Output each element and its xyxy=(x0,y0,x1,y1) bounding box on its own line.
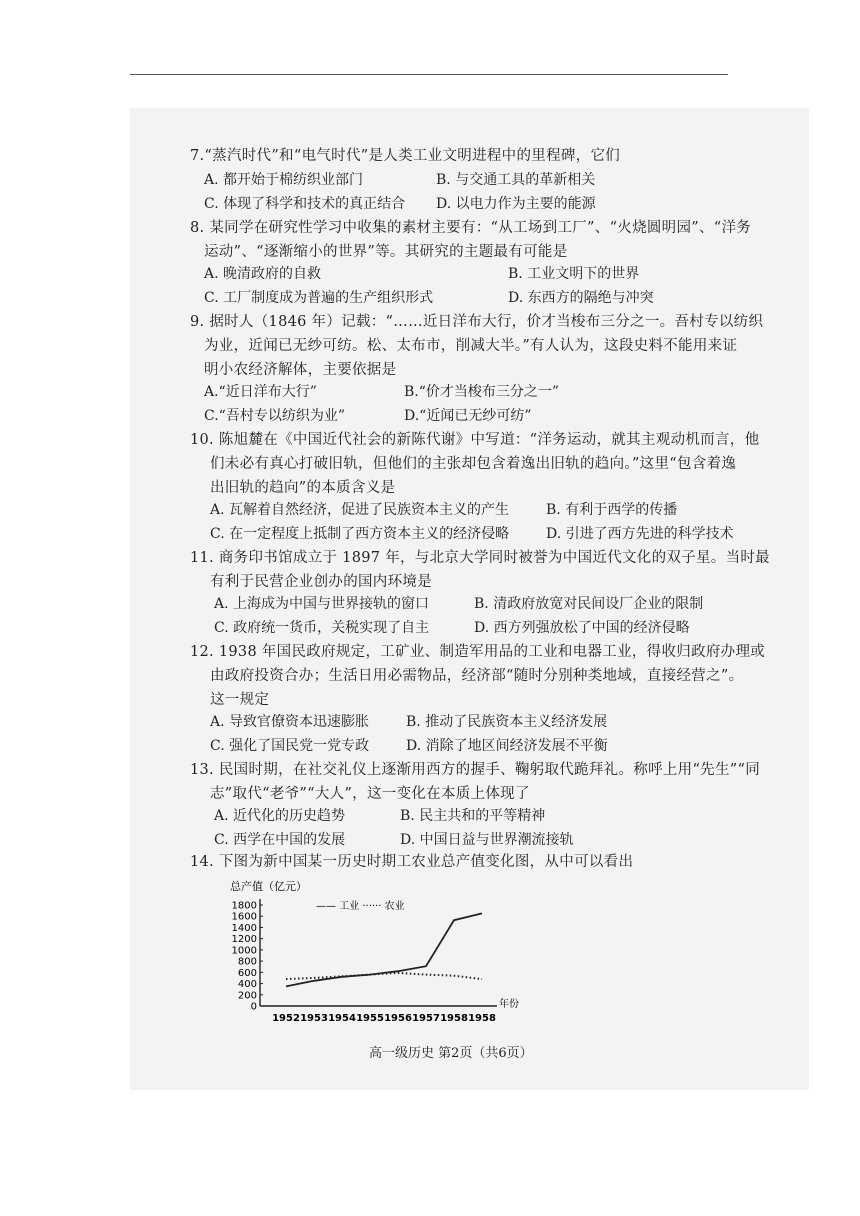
x-tick-label: 1954 xyxy=(328,1013,356,1024)
q13-option-c: C. 西学在中国的发展 xyxy=(214,832,346,848)
q10-option-c: C. 在一定程度上抵制了西方资本主义的经济侵略 xyxy=(210,526,510,542)
q7-option-a: A. 都开始于棉纺织业部门 xyxy=(204,172,364,188)
chart-legend: —— 工业 ······ 农业 xyxy=(316,901,405,912)
q8-option-b: B. 工业文明下的世界 xyxy=(508,266,640,282)
y-tick-label: 1600 xyxy=(231,911,257,923)
q9-line2: 为业，近闻已无纱可纺。松、太布市，削减大半。”有人认为，这段史料不能用来证 xyxy=(204,338,738,354)
q11-option-d: D. 西方列强放松了中国的经济侵略 xyxy=(474,620,690,636)
y-tick-label: 1800 xyxy=(231,900,257,912)
q13-option-a: A. 近代化的历史趋势 xyxy=(214,808,346,824)
q10-option-b: B. 有利于西学的传播 xyxy=(546,502,678,518)
x-tick-label: 1957 xyxy=(412,1013,440,1024)
q9-option-a: A.“近日洋布大行” xyxy=(204,384,317,400)
y-tick-label: 400 xyxy=(237,979,257,991)
q9-option-d: D.“近闻已无纱可纺” xyxy=(404,408,532,424)
q10-line1: 10. 陈旭麓在《中国近代社会的新陈代谢》中写道：“洋务运动，就其主观动机而言，他 xyxy=(190,432,760,448)
q8-option-d: D. 东西方的隔绝与冲突 xyxy=(508,290,654,306)
x-tick-label: 1955 xyxy=(356,1013,384,1024)
q12-option-a: A. 导致官僚资本迅速膨胀 xyxy=(210,714,370,730)
q12-option-d: D. 消除了地区间经济发展不平衡 xyxy=(406,738,608,754)
q9-option-c: C.“吾村专以纺织为业” xyxy=(204,408,345,424)
q7-option-b: B. 与交通工具的革新相关 xyxy=(436,172,596,188)
output-value-chart xyxy=(222,878,522,1026)
y-tick-label: 0 xyxy=(250,1001,257,1013)
x-tick-label: 1956 xyxy=(384,1013,412,1024)
x-tick-label: 1958 xyxy=(468,1013,496,1024)
y-tick-label: 600 xyxy=(237,967,257,979)
q10-option-a: A. 瓦解着自然经济，促进了民族资本主义的产生 xyxy=(210,502,510,518)
q13-option-d: D. 中国日益与世界潮流接轨 xyxy=(400,832,574,848)
y-axis-label: 总产值（亿元） xyxy=(230,880,307,893)
q13-option-b: B. 民主共和的平等精神 xyxy=(400,808,546,824)
x-axis-label: 年份 xyxy=(499,999,519,1010)
header-rule xyxy=(130,74,728,75)
q9-line1: 9. 据时人（1846 年）记载：“……近日洋布大行，价才当梭布三分之一。吾村专以纺织 xyxy=(190,314,764,330)
q12-option-c: C. 强化了国民党一党专政 xyxy=(210,738,370,754)
q7-option-d: D. 以电力作为主要的能源 xyxy=(436,196,596,212)
y-tick-label: 200 xyxy=(237,990,257,1002)
q10-line3: 出旧轨的趋向”的本质含义是 xyxy=(210,480,396,496)
q12-line3: 这一规定 xyxy=(210,692,270,708)
x-tick-label: 1952 xyxy=(272,1013,300,1024)
y-tick-label: 1200 xyxy=(231,934,257,946)
q11-line2: 有利于民营企业创办的国内环境是 xyxy=(210,574,432,590)
q10-option-d: D. 引进了西方先进的科学技术 xyxy=(546,526,734,542)
x-tick-label: 1953 xyxy=(300,1013,328,1024)
q9-line3: 明小农经济解体，主要依据是 xyxy=(204,362,397,378)
y-tick-label: 1000 xyxy=(231,945,257,957)
q14-stem: 14. 下图为新中国某一历史时期工农业总产值变化图，从中可以看出 xyxy=(190,854,634,870)
q7-stem: 7.“蒸汽时代”和“电气时代”是人类工业文明进程中的里程碑，它们 xyxy=(190,148,621,164)
q8-option-a: A. 晚清政府的自救 xyxy=(204,266,322,282)
x-tick-label: 1958 xyxy=(440,1013,468,1024)
q11-option-c: C. 政府统一货币，关税实现了自主 xyxy=(214,620,430,636)
q9-option-b: B.“价才当梭布三分之一” xyxy=(404,384,560,400)
page-footer: 高一级历史 第2页（共6页） xyxy=(369,1046,533,1061)
q11-option-a: A. 上海成为中国与世界接轨的窗口 xyxy=(214,596,430,612)
q12-option-b: B. 推动了民族资本主义经济发展 xyxy=(406,714,608,730)
series-line-agriculture xyxy=(286,973,482,979)
q11-line1: 11. 商务印书馆成立于 1897 年，与北京大学同时被誉为中国近代文化的双子星。当时最 xyxy=(190,550,770,566)
q13-line1: 13. 民国时期，在社交礼仪上逐渐用西方的握手、鞠躬取代跪拜礼。称呼上用“先生”“同 xyxy=(190,762,761,778)
q8-line2: 运动”、“逐渐缩小的世界”等。其研究的主题最有可能是 xyxy=(204,244,568,260)
q7-option-c: C. 体现了科学和技术的真正结合 xyxy=(204,196,406,212)
y-tick-label: 1400 xyxy=(231,922,257,934)
q10-line2: 们未必有真心打破旧轨，但他们的主张却包含着逸出旧轨的趋向。”这里“包含着逸 xyxy=(210,456,737,472)
q12-line1: 12. 1938 年国民政府规定，工矿业、制造军用品的工业和电器工业，得收归政府办理或 xyxy=(190,644,766,660)
q11-option-b: B. 清政府放宽对民间设厂企业的限制 xyxy=(474,596,704,612)
q8-option-c: C. 工厂制度成为普遍的生产组织形式 xyxy=(204,290,434,306)
series-line-industry xyxy=(286,913,482,986)
y-tick-label: 800 xyxy=(237,956,257,968)
q13-line2: 志”取代“老爷”“大人”，这一变化在本质上体现了 xyxy=(210,786,530,802)
q8-line1: 8. 某同学在研究性学习中收集的素材主要有：“从工场到工厂”、“火烧圆明园”、“洋务 xyxy=(190,220,752,236)
q12-line2: 由政府投资合办；生活日用必需物品，经济部“随时分别种类地域，直接经营之”。 xyxy=(210,668,744,684)
